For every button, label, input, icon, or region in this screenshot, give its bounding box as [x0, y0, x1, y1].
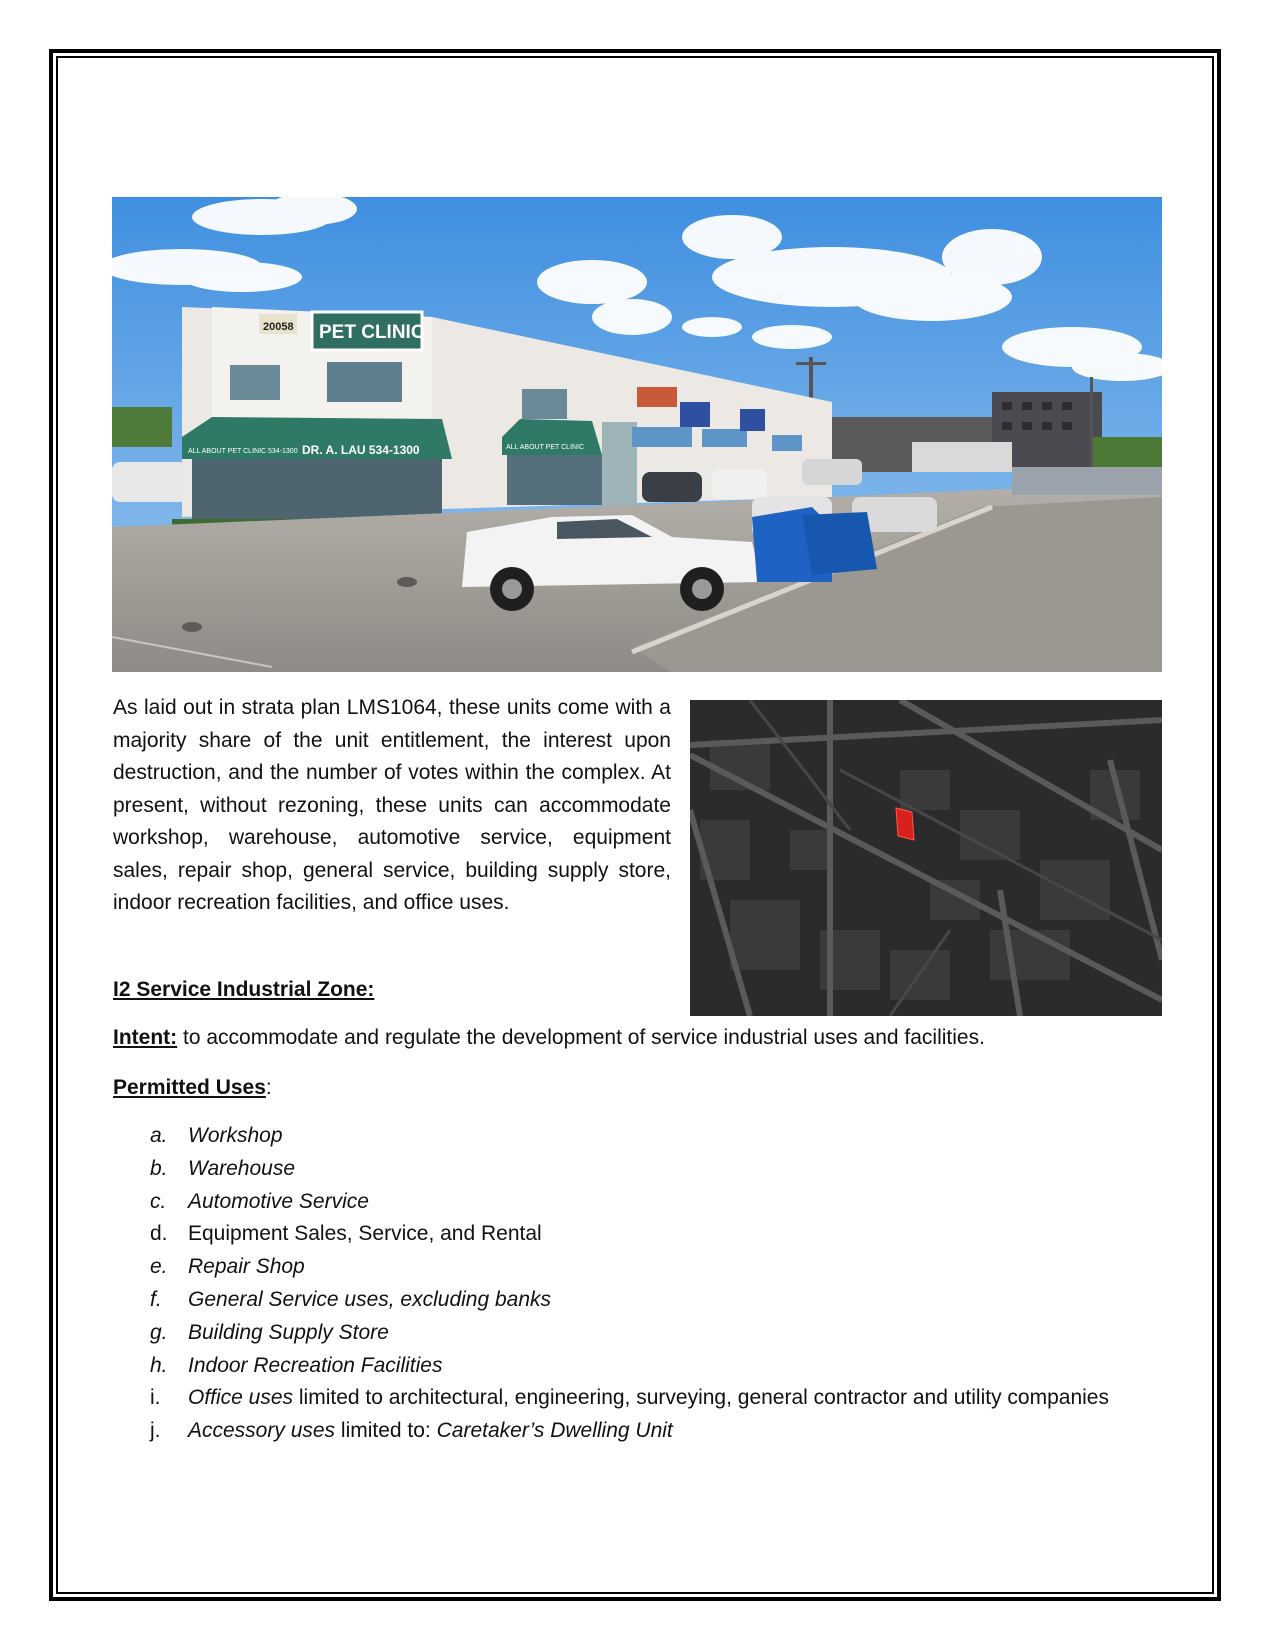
intent-paragraph	[113, 1022, 985, 1054]
list-item	[113, 1120, 1163, 1153]
list-marker: b.	[150, 1156, 168, 1180]
use-text: General Service uses, excluding banks	[188, 1287, 552, 1311]
pet-clinic-sign: PET CLINIC	[319, 322, 425, 343]
use-text: Warehouse	[188, 1156, 296, 1180]
intent-label: Intent:	[113, 1026, 178, 1049]
list-marker: c.	[150, 1189, 167, 1213]
use-text: Repair Shop	[188, 1255, 305, 1279]
permitted-uses-list	[113, 1120, 1163, 1448]
list-item	[113, 1415, 1163, 1448]
list-marker: e.	[150, 1255, 168, 1279]
awning-left-text: ALL ABOUT PET CLINIC 534-1300	[188, 448, 298, 455]
use-text: Building Supply Store	[188, 1320, 389, 1344]
awning-right-text: ALL ABOUT PET CLINIC	[506, 444, 585, 451]
intent-text: to accommodate and regulate the development of service industrial uses and facilities.	[177, 1026, 985, 1049]
use-text: Automotive Service	[188, 1189, 369, 1213]
list-item	[113, 1382, 1163, 1415]
list-marker: j.	[150, 1419, 161, 1443]
awning-doctor-text: DR. A. LAU 534-1300	[302, 443, 420, 457]
list-marker: f.	[150, 1287, 162, 1311]
list-marker: g.	[150, 1320, 168, 1344]
use-text: Indoor Recreation Facilities	[188, 1353, 443, 1377]
list-item	[113, 1153, 1163, 1186]
address-sign: 20058	[263, 321, 294, 333]
use-text: limited to:	[335, 1419, 437, 1443]
list-marker: a.	[150, 1124, 168, 1147]
use-text: Workshop	[188, 1124, 283, 1147]
use-text: limited to architectural, engineering, surveying, general contractor and utility companies	[293, 1386, 1109, 1410]
list-item	[113, 1251, 1163, 1284]
list-item	[113, 1186, 1163, 1219]
use-text: Equipment Sales, Service, and Rental	[188, 1222, 542, 1246]
permitted-uses-heading	[113, 1072, 272, 1104]
storefront-photo	[112, 197, 1162, 672]
permitted-uses-label: Permitted Uses	[113, 1076, 266, 1099]
use-italic-text: Office uses	[188, 1386, 294, 1410]
list-marker: i.	[150, 1386, 161, 1410]
zone-heading: I2 Service Industrial Zone:	[113, 978, 375, 1001]
list-item	[113, 1350, 1163, 1383]
intro-paragraph: As laid out in strata plan LMS1064, these units come with a majority share of the unit entitlement, the interest upon destruction, and the number of votes within the complex. At present, without rezoning, these units can accommodate workshop, warehouse, automotive service, equipment sales, repair shop, general service, building supply store, indoor recreation facilities, and office uses.	[113, 696, 671, 914]
list-marker: h.	[150, 1353, 168, 1377]
list-item	[113, 1284, 1163, 1317]
use-italic-text-2: Caretaker’s Dwelling Unit	[436, 1419, 673, 1443]
list-marker: d.	[150, 1222, 168, 1246]
list-item	[113, 1218, 1163, 1251]
permitted-uses-colon: :	[265, 1076, 272, 1099]
use-italic-text: Accessory uses	[188, 1419, 336, 1443]
location-map	[690, 700, 1162, 1016]
list-item	[113, 1317, 1163, 1350]
